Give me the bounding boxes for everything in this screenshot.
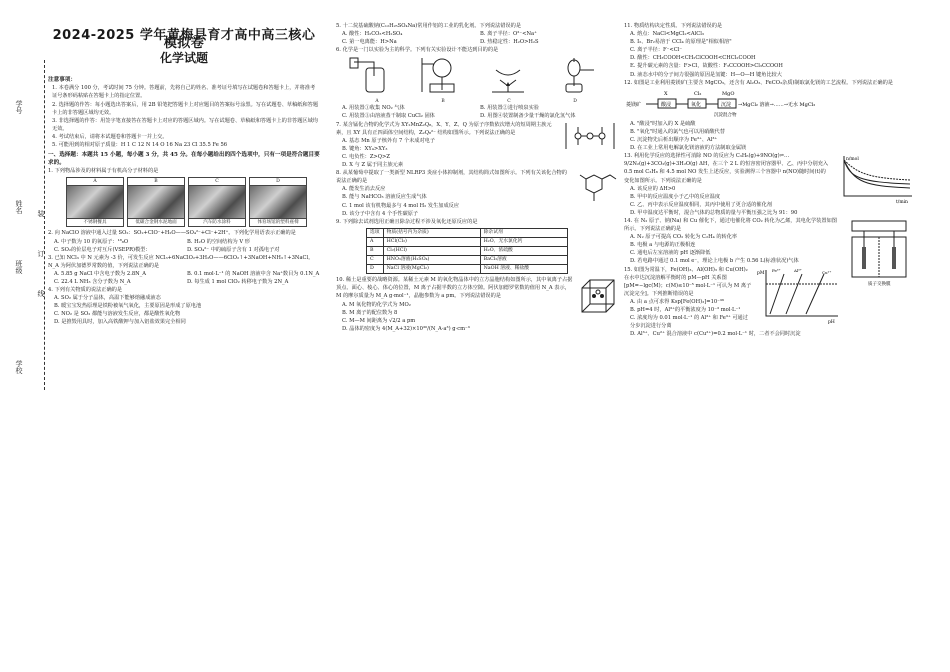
q11-option-d: D. 液态水中的分子间力很强的原因是氢键：H—O—H 键角比较大: [630, 71, 782, 78]
q10-option-b: B. M 离子的配位数为 8: [342, 309, 398, 316]
question-12: [624, 79, 914, 153]
q8-stem: 8. 从某葡萄中提取了一类新型 NLRP3 炎症小体抑制剂，其结构简式如图所示。下列有关该化合物的说法正确的是: [336, 170, 567, 185]
question-11: [624, 22, 914, 79]
q13-stem: 13. 利用化学反应的选择性可消除 NO 的反应为 C₃H₆(g)+9NO(g)⇌…: [624, 153, 790, 160]
q7-option-d: D. X 与 Z 属于同主族元素: [342, 162, 404, 169]
q13-body: 9/2N₂(g)+3CO₂(g)+3H₂O(g) ΔH，在三个 2 L 的恒容密闭容器甲、乙、丙中分别充入 0.5 mol C₃H₆ 和 4.5 mol NO 发生上述反应，实验测得三个容器中 n(NO)随时间(t)的变化如图所示。下列说法正确的是: [624, 161, 829, 184]
q15-option-b: B. pH=4 时，Al³⁺的平衡浓度为 10⁻³ mol·L⁻¹: [630, 307, 741, 313]
q10-crystal-figure: [578, 276, 618, 316]
q9-table: [366, 228, 568, 274]
q5-option-a: A. 酸性：H₂CO₃<H₂SO₄: [342, 31, 403, 38]
bind-mark-3: 线: [37, 290, 45, 297]
q1-image-d: D 体育场馆的塑料座椅: [249, 177, 307, 227]
q11-option-c3: E. 提升碳元素的含量：F>Cl，故酸性：F₃CCOOH>Cl₃CCOOH: [630, 63, 783, 70]
q10-stem: 10. 稀土是重要的战略资源。某稀土元素 M 的氧化物晶体中的立方晶胞结构如图所示，其中氧离子占据顶点、面心、棱心、体心的位置，M 离子占据半数的立方体空隙。阿伏加德罗常数的值用 N_A 表示，M 的摩尔质量为 M_A g·mol⁻¹，晶胞参数为 a pm。下列说法错误的是: [336, 277, 573, 300]
q8-molecule-figure: [572, 169, 618, 203]
svg-text:菱镁矿: 菱镁矿: [626, 101, 642, 108]
table-row: B Cl₂(HCl) H₂O、浓硫酸: [367, 246, 568, 255]
exam-subtitle: 化学试题: [159, 51, 208, 66]
svg-text:Cu²⁺: Cu²⁺: [822, 269, 832, 275]
apparatus-d: D: [544, 56, 606, 102]
q5-option-d: D. 热稳定性：H₂O>H₂S: [480, 39, 539, 46]
q1-stem: 1. 下列物品涉及的材料属于有机高分子材料的是: [48, 168, 159, 175]
column-right: [624, 22, 914, 338]
note-item: 4. 考试结束后，请将本试题卷和答题卡一并上交。: [52, 133, 168, 140]
q8-option-c: C. 1 mol 该有机物最多与 4 mol H₂ 发生加成反应: [342, 202, 460, 209]
svg-text:沉淀混合物: 沉淀混合物: [714, 112, 737, 117]
q1-image-c: C 汽车防水涂料: [188, 177, 246, 227]
svg-text:Cl₂: Cl₂: [694, 90, 702, 97]
q8-option-d: D. 该分子中含有 4 个手性碳原子: [342, 210, 419, 217]
q15-chart: [756, 266, 840, 324]
svg-text:Fe³⁺: Fe³⁺: [772, 267, 781, 273]
q11-stem: 11. 物质结构决定性质。下列说法错误的是: [624, 23, 723, 29]
note-item: 2. 选择题的作答：每小题选出答案后，用 2B 铅笔把答题卡上对应题目的答案标号涂黑。写在试题卷、草稿纸和答题卡上的非答题区域均无效。: [52, 101, 319, 116]
q14-option-a: A. N₂ 原子可提高 CO₂ 转化为 C₂H₄ 的转化率: [630, 234, 738, 241]
question-5: [336, 22, 618, 46]
q15-option-c: C. 浓度均为 0.01 mol·L⁻¹ 的 Al³⁺ 和 Fe³⁺ 可通过分步沉淀进行分离: [630, 315, 748, 330]
q6-stem: 6. 化学是一门以实验为主的科学。下列有关实验设计不能达到目的的是: [336, 47, 499, 54]
q10-option-d: D. 晶体的密度为 4(M_A+32)×10³⁰/(N_A·a³) g·cm⁻³: [342, 325, 470, 332]
svg-text:沉淀: 沉淀: [721, 101, 732, 108]
q13-option-a: A. 该反应的 ΔH>0: [630, 185, 676, 192]
q6-apparatus: [346, 56, 618, 105]
q14-cell-figure: [844, 217, 914, 287]
q6-option-d: D. 用图④装置制备少量干燥的氯化氢气体: [480, 113, 576, 120]
q2-option-d: D. SO₄²⁻ 中的硫原子含有 1 对孤电子对: [187, 246, 280, 253]
q12-option-b: B. "氧化"时通入的氯气也可以用硝酸代替: [630, 128, 725, 135]
q7-structure-figure: [562, 121, 618, 151]
q12-option-d: D. 在工业上常用电解氯化镁溶液的方法制取金属镁: [630, 145, 747, 152]
column-left: [48, 22, 320, 327]
q14-option-d: D. 若电路中通过 0.1 mol e⁻，理论上电极 b 产生 0.56 L(标准状况)气体: [630, 258, 799, 265]
q15-option-d: D. Al³⁺、Cu²⁺ 混合溶液中 c(Cu²⁺)=0.2 mol·L⁻¹ 时，二者不会同时沉淀: [630, 331, 801, 338]
exam-title: 2024-2025 学年黄梅县育才高中高三核心模拟卷: [52, 28, 316, 52]
q14-option-c: C. 通电后左室溶液的 pH 逐渐降低: [630, 250, 711, 257]
bind-mark-2: 订: [37, 250, 45, 257]
q1-images: [66, 177, 320, 227]
q11-option-a: A. 熔点：NaCl<MgCl₂<AlCl₃: [630, 31, 705, 38]
svg-text:X: X: [664, 90, 668, 97]
table-row: D NaCl 溶液(MgCl₂) NaOH 溶液、稀盐酸: [367, 265, 568, 274]
q11-option-b: B. I₂、Br₂易溶于 CCl₄ 的原理是"相似相溶": [630, 39, 732, 46]
svg-text:t/min: t/min: [896, 200, 908, 205]
svg-text:pM: pM: [757, 270, 765, 276]
svg-text:→MgCl₂ 溶液→……→无水 MgCl₂: →MgCl₂ 溶液→……→无水 MgCl₂: [738, 101, 816, 108]
question-3: [48, 254, 320, 286]
tear-line: [44, 60, 46, 390]
q12-option-a: A. "酸浸"时加入的 X 是硫酸: [630, 120, 696, 127]
q4-option-d: D. 是推毁用具时，加入高铁酸钾与加入铝盐效果完全相同: [54, 319, 186, 326]
q10-option-c: C. M—M 间距离为 √2/2 a pm: [342, 317, 416, 324]
q7-option-b: B. 键角：XY₄>XY₃: [342, 145, 388, 152]
name-label: 姓名: [15, 200, 23, 214]
svg-text:酸浸: 酸浸: [661, 101, 672, 108]
svg-text:氧化: 氧化: [691, 101, 702, 108]
q6-option-c: C. 用装置③由溶液蒸干制取 CuCl₂ 固体: [342, 113, 435, 120]
svg-text:n/mol: n/mol: [846, 157, 859, 163]
q3-option-d: D. 每生成 1 mol ClO₂ 转移电子数为 2N_A: [187, 278, 289, 285]
notes-heading: 注意事项：: [48, 77, 76, 84]
q5-option-c: C. 第一电离能：H>Na: [342, 39, 397, 46]
q4-stem: 4. 下列有关物质的说法正确的是: [48, 287, 123, 294]
svg-text:MgO: MgO: [722, 90, 735, 97]
q15-option-a: A. 由 a 点可求得 Ksp[Fe(OH)₃]=10⁻³⁶: [630, 298, 725, 305]
q9-stem: 9. 下列除去试剂选用正确且除杂过程不涉及氧化还原反应的是: [336, 218, 478, 225]
question-1: [48, 167, 320, 227]
apparatus-a: A: [346, 56, 408, 102]
q3-option-a: A. 5.85 g NaCl 中含电子数为 2.8N_A: [54, 270, 147, 277]
table-row: C HNO₃溶液(H₂SO₄) BaCl₂溶液: [367, 256, 568, 265]
question-13: [624, 152, 914, 217]
q3-option-b: B. 0.1 mol·L⁻¹ 的 NaOH 溶液中含 Na⁺数目为 0.1N_A: [187, 270, 320, 277]
q6-option-b: B. 用装置②进行喷泉实验: [480, 105, 539, 112]
svg-text:Al³⁺: Al³⁺: [794, 267, 802, 273]
q12-flowchart: [624, 87, 874, 117]
q13-option-b: B. 甲中的反应温度小于乙中的反应温度: [630, 193, 721, 200]
apparatus-b: B: [412, 56, 474, 102]
q7-stem: 7. 某含锰化合物的化学式为 XY₂MnZ₂Q₈，X、Y、Z、Q 为原子序数依次增大的短周期主族元素，且 XY 具有正四面体空间结构，Z₂Q₈²⁻ 结构如图所示。下列说法正确的是: [336, 121, 552, 136]
q3-stem: 3. 已知 NCl₃ 中 N 元素为 -3 价，可发生反应 NCl₃+6NaClO₂+3H₂O——6ClO₂↑+3NaOH+NH₃↑+3NaCl。N_A 为阿伏加德罗常数的值，下列说法正确的是: [48, 254, 314, 269]
table-header-row: 选项 物质(括号内为杂质) 除杂试剂: [367, 228, 568, 237]
svg-text:质子交换膜: 质子交换膜: [868, 281, 891, 287]
school-label: 学校: [15, 360, 23, 374]
question-4: [48, 286, 320, 326]
q8-option-a: A. 能发生消去反应: [342, 186, 386, 193]
q2-option-b: B. H₂O 的空间结构为 V 形: [187, 238, 250, 245]
question-7: [336, 121, 618, 170]
q1-image-a: A 不锈钢餐具: [66, 177, 124, 227]
q12-option-c: C. 沉淀物先后析出顺序为 Fe³⁺、Al³⁺: [630, 137, 718, 144]
q12-stem: 12. 如图是工业利用菱镁矿(主要含 MgCO₃，还含有 Al₂O₃、FeCO₃杂质)制取氯化镁的工艺流程。下列说法正确的是: [624, 79, 893, 86]
q13-option-c: C. 乙、丙中表示反应温度相同，其丙中使用了更合适的催化剂: [630, 201, 772, 208]
q2-stem: 2. 向 NaClO 溶液中通入过量 SO₂：SO₂+ClO⁻+H₂O——SO₄²⁻+Cl⁻+2H⁺。下列化学用语表示正确的是: [48, 230, 296, 237]
question-10: [336, 276, 618, 333]
q1-image-b: B 低碳合金钢水泥地面: [127, 177, 185, 227]
q13-option-d: D. 甲中温度达平衡时，混合气体的总物质的量与平衡压强之比为 91：90: [630, 209, 798, 216]
q2-option-a: A. 中子数为 10 的氧原子：¹⁸₈O: [54, 238, 129, 245]
note-item: 5. 可能用到的相对原子质量：H 1 C 12 N 14 O 16 Na 23 Cl 35.5 Fe 56: [52, 142, 228, 149]
q5-stem: 5. 十二烷基硫酸钠(C₁₂H₂₅SO₄Na)常用作铝的工业的乳化剂。下列说法错误的是: [336, 23, 522, 29]
notes-section: [48, 76, 320, 149]
q15-stem: 15. 如图为常温下，Fe(OH)₃、Al(OH)₃ 和 Cu(OH)₂ 在水中达沉淀溶解平衡时的 pM—pH 关系图[pM=−lgc(M)；c(M)≤10⁻⁵ mol·L⁻¹ 可认为 M 离子沉淀完全]。下列推断错误的是: [624, 266, 752, 297]
q5-option-b: B. 离子半径：O²⁻<Na⁺: [480, 31, 537, 38]
q7-option-c: C. 电负性：Z>Q>Z: [342, 153, 390, 160]
q13-chart: [834, 152, 914, 204]
q14-stem: 14. 在 N₂ 原子、钠(Na) 和 Cu 催化下，通过电催化将 CO₂ 转化为乙烯，其电化学装置如图所示。下列说法正确的是: [624, 217, 837, 233]
q2-option-c: C. SO₂的价层电子对互斥(VSEPR)模型：: [54, 246, 151, 253]
column-middle: [336, 22, 618, 333]
question-6: [336, 46, 618, 120]
q11-option-c: C. 离子半径：F⁻<Cl⁻: [630, 47, 683, 54]
bind-mark-1: 装: [37, 210, 45, 217]
q14-option-b: B. 电极 a 与电源的正极相连: [630, 242, 696, 249]
student-id-label: 学号: [15, 100, 23, 114]
class-label: 班级: [15, 260, 23, 274]
note-item: 1. 本卷满分 100 分，考试时间 75 分钟。答题前，先将自己的姓名、准考证号填写在试题卷和答题卡上，并将准考证号条形码粘贴在答题卡上的指定位置。: [52, 85, 316, 100]
question-2: [48, 229, 320, 253]
table-row: A HCl(Cl₂) H₂O、无水氯化钙: [367, 237, 568, 246]
q6-option-a: A. 用装置①收集 NO₂ 气体: [342, 105, 405, 112]
q11-option-c2: D. 酸性：CH₃COOH<CH₂ClCOOH<CHCl₂COOH: [630, 55, 756, 62]
section1-heading: 一、选择题：本题共 15 小题，每小题 3 分，共 45 分。在每小题给出的四个选项中，只有一项是符合题目要求的。: [48, 152, 320, 167]
q10-option-a: A. M 氧化物的化学式为 MO₂: [342, 301, 411, 308]
question-8: [336, 169, 618, 218]
q4-option-c: C. NO₂ 是 SO₂ 都能与溶液发生反应，都是酸性氧化物: [54, 311, 181, 318]
q3-option-c: C. 22.4 L NH₃ 含分子数为 N_A: [54, 278, 131, 285]
svg-text:pH: pH: [828, 319, 835, 324]
q4-option-a: A. SO₂ 属于分子晶体，高温下能够熔融成液态: [54, 295, 161, 302]
q7-option-a: A. 基态 Mn 原子核外有 7 个未成对电子: [342, 137, 436, 144]
binding-margin: [6, 60, 54, 390]
q8-option-b: B. 能与 NaHCO₃ 溶液反应生成气体: [342, 194, 427, 201]
note-item: 3. 非选择题的作答：用签字笔直接答在答题卡上对应的答题区域内。写在试题卷、草稿纸和答题卡上的非答题区域均无效。: [52, 117, 318, 132]
apparatus-c: C: [478, 56, 540, 102]
question-9: [336, 218, 618, 275]
q4-option-b: B. 暖宝宝发热原理是铁粉被氧气氧化，主要原因是形成了原电池: [54, 303, 202, 310]
